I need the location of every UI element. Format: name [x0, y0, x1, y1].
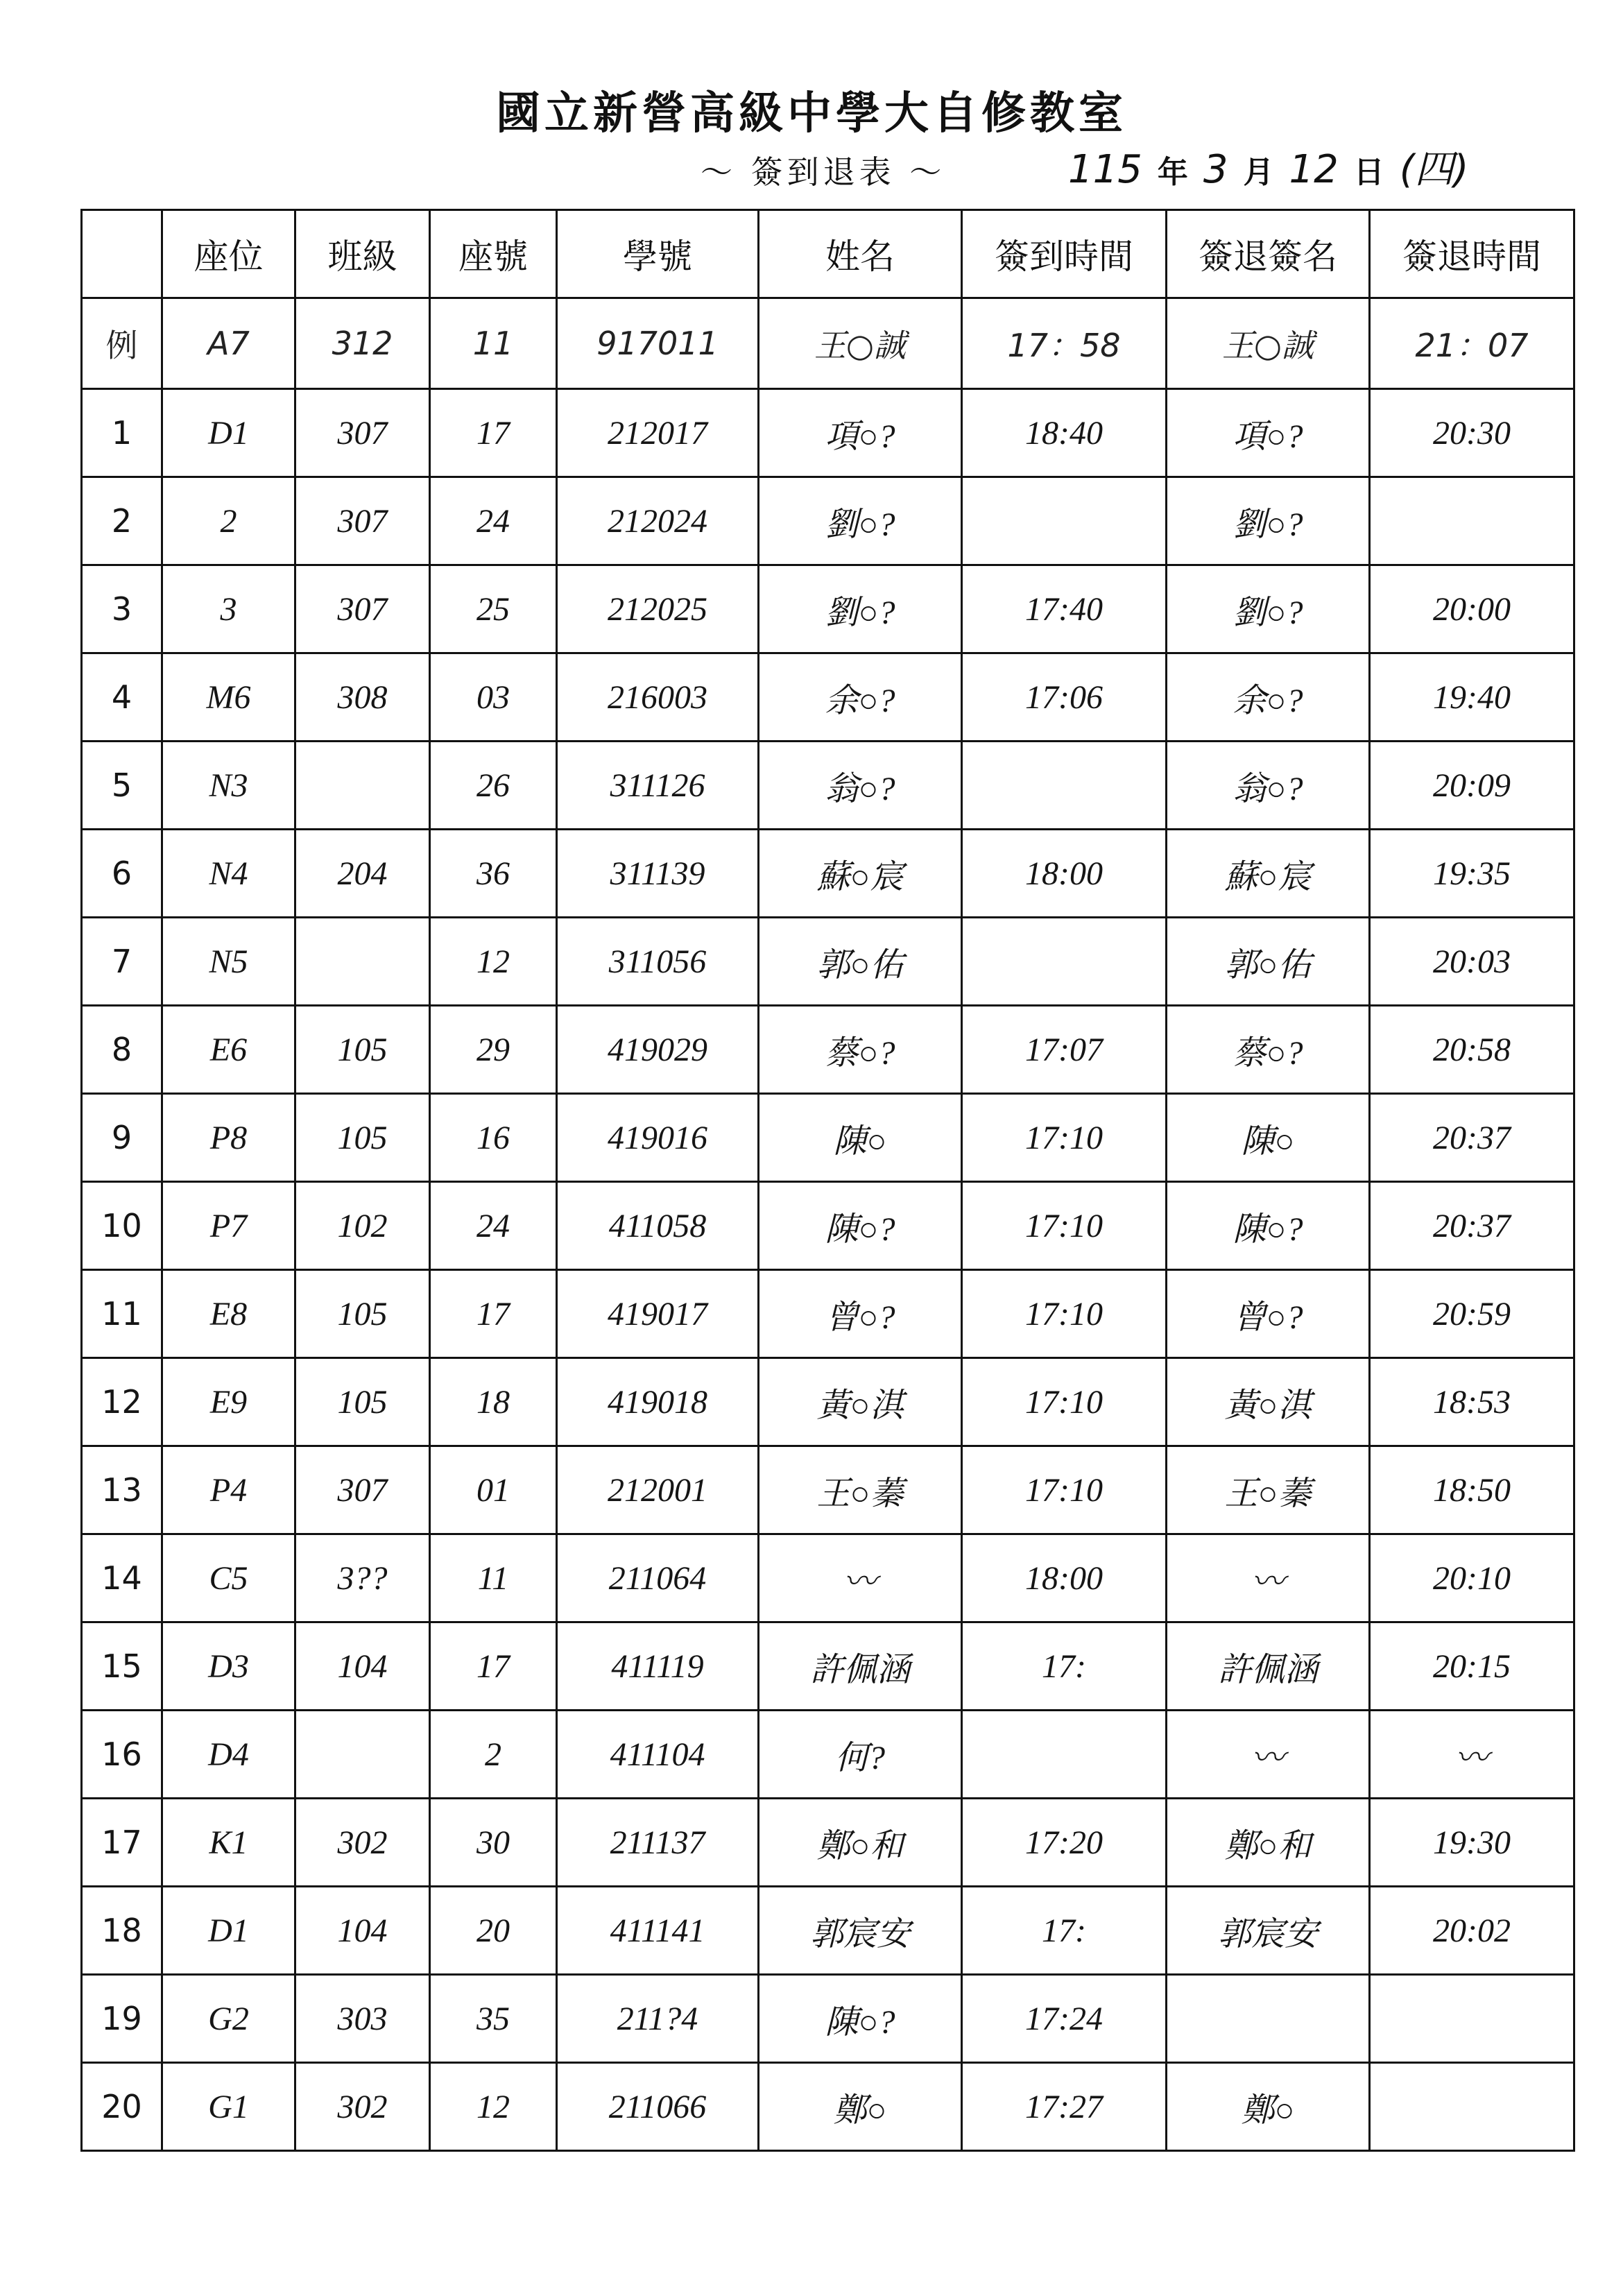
cell-row-number: 5 — [82, 742, 162, 830]
cell-student-id: 216003 — [557, 653, 759, 742]
cell-row-number: 8 — [82, 1006, 162, 1094]
cell-sign-out-time: 19:30 — [1370, 1799, 1574, 1887]
header-row-number — [82, 210, 162, 298]
cell-sign-in-time — [962, 742, 1167, 830]
cell-student-id: 211066 — [557, 2063, 759, 2151]
table-row — [82, 565, 1574, 653]
cell-class: 105 — [295, 1358, 430, 1446]
cell-class: 302 — [295, 2063, 430, 2151]
cell-student-id: 419016 — [557, 1094, 759, 1182]
cell-class: 307 — [295, 477, 430, 565]
header-sign-out-time: 簽退時間 — [1370, 210, 1574, 298]
cell-sign-out-time: 20:10 — [1370, 1534, 1574, 1622]
cell-sign-in-time: 17:10 — [962, 1094, 1167, 1182]
sign-in-table — [80, 209, 1575, 2152]
cell-seat: N4 — [162, 830, 295, 918]
cell-class: 303 — [295, 1975, 430, 2063]
cell-sign-out-time — [1370, 477, 1574, 565]
cell-student-id: 419029 — [557, 1006, 759, 1094]
cell-seat-number: 17 — [430, 1270, 557, 1358]
cell-sign-in-time: 18:00 — [962, 1534, 1167, 1622]
cell-student-id: 212024 — [557, 477, 759, 565]
cell-sign-out-time: 20:37 — [1370, 1182, 1574, 1270]
cell-sign-in-time: 17:10 — [962, 1446, 1167, 1534]
cell-sign-out-signature: 劉○? — [1167, 477, 1370, 565]
cell-student-id: 211?4 — [557, 1975, 759, 2063]
cell-seat-number: 17 — [430, 1622, 557, 1711]
example-student-id: 917011 — [557, 298, 759, 389]
cell-class: 307 — [295, 565, 430, 653]
cell-sign-in-time: 17:07 — [962, 1006, 1167, 1094]
cell-sign-out-time: 〰 — [1370, 1711, 1574, 1799]
cell-sign-out-signature: 劉○? — [1167, 565, 1370, 653]
cell-sign-out-signature: 〰 — [1167, 1711, 1370, 1799]
example-sign-in-time: 17：58 — [962, 298, 1167, 389]
cell-seat: D3 — [162, 1622, 295, 1711]
table-row — [82, 389, 1574, 477]
cell-sign-in-time: 17:10 — [962, 1358, 1167, 1446]
cell-sign-out-time: 18:50 — [1370, 1446, 1574, 1534]
cell-sign-out-signature: 蘇○宸 — [1167, 830, 1370, 918]
cell-sign-out-signature: 郭宸安 — [1167, 1887, 1370, 1975]
cell-sign-in-time: 17:24 — [962, 1975, 1167, 2063]
cell-sign-out-time — [1370, 2063, 1574, 2151]
cell-sign-in-time — [962, 918, 1167, 1006]
cell-row-number: 6 — [82, 830, 162, 918]
cell-seat-number: 01 — [430, 1446, 557, 1534]
cell-seat-number: 18 — [430, 1358, 557, 1446]
table-row — [82, 1358, 1574, 1446]
cell-class: 308 — [295, 653, 430, 742]
header-seat-number: 座號 — [430, 210, 557, 298]
header-class: 班級 — [295, 210, 430, 298]
cell-sign-out-time: 20:03 — [1370, 918, 1574, 1006]
cell-sign-out-signature: 許佩涵 — [1167, 1622, 1370, 1711]
example-row — [82, 298, 1574, 389]
cell-name: 〰 — [759, 1534, 962, 1622]
cell-class: 105 — [295, 1006, 430, 1094]
cell-sign-out-time: 20:15 — [1370, 1622, 1574, 1711]
header-name: 姓名 — [759, 210, 962, 298]
cell-student-id: 212025 — [557, 565, 759, 653]
header-student-id: 學號 — [557, 210, 759, 298]
cell-seat-number: 25 — [430, 565, 557, 653]
example-sign-out-time: 21：07 — [1370, 298, 1574, 389]
cell-seat: 2 — [162, 477, 295, 565]
cell-seat-number: 35 — [430, 1975, 557, 2063]
cell-row-number: 20 — [82, 2063, 162, 2151]
cell-name: 黃○淇 — [759, 1358, 962, 1446]
table-row — [82, 1975, 1574, 2063]
cell-sign-in-time — [962, 1711, 1167, 1799]
cell-sign-out-signature: 郭○佑 — [1167, 918, 1370, 1006]
cell-name: 陳○? — [759, 1975, 962, 2063]
cell-name: 劉○? — [759, 477, 962, 565]
cell-sign-out-signature: 蔡○? — [1167, 1006, 1370, 1094]
cell-student-id: 411141 — [557, 1887, 759, 1975]
cell-sign-in-time — [962, 477, 1167, 565]
table-row — [82, 830, 1574, 918]
cell-seat: C5 — [162, 1534, 295, 1622]
table-row — [82, 1534, 1574, 1622]
cell-seat: N3 — [162, 742, 295, 830]
table-row — [82, 1711, 1574, 1799]
header-sign-in-time: 簽到時間 — [962, 210, 1167, 298]
cell-row-number: 9 — [82, 1094, 162, 1182]
cell-name: 曾○? — [759, 1270, 962, 1358]
cell-class: 104 — [295, 1887, 430, 1975]
cell-student-id: 411058 — [557, 1182, 759, 1270]
cell-sign-out-time: 19:40 — [1370, 653, 1574, 742]
cell-row-number: 17 — [82, 1799, 162, 1887]
cell-name: 蔡○? — [759, 1006, 962, 1094]
table-row — [82, 1006, 1574, 1094]
cell-student-id: 211064 — [557, 1534, 759, 1622]
cell-row-number: 18 — [82, 1887, 162, 1975]
cell-sign-out-signature: 王○蓁 — [1167, 1446, 1370, 1534]
cell-seat: E6 — [162, 1006, 295, 1094]
date-day: 12 — [1289, 147, 1339, 192]
cell-row-number: 7 — [82, 918, 162, 1006]
cell-sign-in-time: 17:20 — [962, 1799, 1167, 1887]
cell-sign-out-signature: 項○? — [1167, 389, 1370, 477]
cell-name: 陳○ — [759, 1094, 962, 1182]
cell-sign-out-time: 19:35 — [1370, 830, 1574, 918]
table-row — [82, 1622, 1574, 1711]
header-row — [82, 210, 1574, 298]
cell-class: 105 — [295, 1094, 430, 1182]
cell-row-number: 4 — [82, 653, 162, 742]
form-title: 國立新營高級中學大自修教室 — [496, 87, 1127, 139]
example-name: 王○誠 — [759, 298, 962, 389]
table-row — [82, 1887, 1574, 1975]
cell-name: 蘇○宸 — [759, 830, 962, 918]
cell-sign-out-time: 20:00 — [1370, 565, 1574, 653]
cell-name: 郭宸安 — [759, 1887, 962, 1975]
cell-seat: P7 — [162, 1182, 295, 1270]
cell-sign-in-time: 18:40 — [962, 389, 1167, 477]
cell-seat-number: 29 — [430, 1006, 557, 1094]
cell-seat-number: 26 — [430, 742, 557, 830]
cell-class: 302 — [295, 1799, 430, 1887]
cell-sign-out-time: 20:58 — [1370, 1006, 1574, 1094]
cell-row-number: 12 — [82, 1358, 162, 1446]
cell-sign-out-time: 20:59 — [1370, 1270, 1574, 1358]
table-row — [82, 1446, 1574, 1534]
table-row — [82, 653, 1574, 742]
cell-name: 許佩涵 — [759, 1622, 962, 1711]
header-seat: 座位 — [162, 210, 295, 298]
cell-seat-number: 24 — [430, 477, 557, 565]
cell-row-number: 19 — [82, 1975, 162, 2063]
cell-name: 陳○? — [759, 1182, 962, 1270]
table-row — [82, 1270, 1574, 1358]
cell-sign-in-time: 17: — [962, 1887, 1167, 1975]
cell-student-id: 419017 — [557, 1270, 759, 1358]
cell-sign-in-time: 17:10 — [962, 1182, 1167, 1270]
cell-student-id: 411104 — [557, 1711, 759, 1799]
cell-sign-out-signature: 〰 — [1167, 1534, 1370, 1622]
cell-sign-out-signature: 陳○? — [1167, 1182, 1370, 1270]
cell-student-id: 311126 — [557, 742, 759, 830]
example-sign-out-signature: 王○誠 — [1167, 298, 1370, 389]
cell-seat: 3 — [162, 565, 295, 653]
cell-student-id: 211137 — [557, 1799, 759, 1887]
cell-sign-out-signature: 黃○淇 — [1167, 1358, 1370, 1446]
cell-seat-number: 16 — [430, 1094, 557, 1182]
date-month: 3 — [1203, 147, 1228, 192]
cell-student-id: 311056 — [557, 918, 759, 1006]
cell-sign-in-time: 17:10 — [962, 1270, 1167, 1358]
cell-sign-out-signature: 余○? — [1167, 653, 1370, 742]
date-weekday: (四) — [1399, 147, 1469, 192]
form-subtitle: ～ 簽到退表 ～ — [701, 153, 946, 191]
cell-name: 郭○佑 — [759, 918, 962, 1006]
cell-sign-out-signature: 曾○? — [1167, 1270, 1370, 1358]
cell-row-number: 15 — [82, 1622, 162, 1711]
cell-row-number: 1 — [82, 389, 162, 477]
cell-seat: P4 — [162, 1446, 295, 1534]
cell-class: 307 — [295, 389, 430, 477]
cell-class: 102 — [295, 1182, 430, 1270]
cell-class: 104 — [295, 1622, 430, 1711]
table-row — [82, 1182, 1574, 1270]
cell-row-number: 16 — [82, 1711, 162, 1799]
cell-seat-number: 11 — [430, 1534, 557, 1622]
cell-seat: M6 — [162, 653, 295, 742]
cell-name: 翁○? — [759, 742, 962, 830]
cell-seat-number: 12 — [430, 918, 557, 1006]
cell-sign-out-time: 20:30 — [1370, 389, 1574, 477]
cell-sign-in-time: 17:40 — [962, 565, 1167, 653]
form-date — [1068, 139, 1469, 194]
cell-sign-out-signature: 翁○? — [1167, 742, 1370, 830]
cell-name: 鄭○ — [759, 2063, 962, 2151]
table-row — [82, 2063, 1574, 2151]
cell-student-id: 212001 — [557, 1446, 759, 1534]
cell-class — [295, 1711, 430, 1799]
cell-seat-number: 24 — [430, 1182, 557, 1270]
cell-row-number: 14 — [82, 1534, 162, 1622]
cell-class: 3?? — [295, 1534, 430, 1622]
cell-seat: D1 — [162, 389, 295, 477]
cell-class — [295, 918, 430, 1006]
cell-seat: K1 — [162, 1799, 295, 1887]
table-row — [82, 742, 1574, 830]
cell-row-number: 2 — [82, 477, 162, 565]
example-seat-number: 11 — [430, 298, 557, 389]
cell-sign-out-time: 20:09 — [1370, 742, 1574, 830]
cell-sign-in-time: 18:00 — [962, 830, 1167, 918]
cell-seat: E8 — [162, 1270, 295, 1358]
cell-class — [295, 742, 430, 830]
cell-seat: E9 — [162, 1358, 295, 1446]
cell-sign-out-time: 20:02 — [1370, 1887, 1574, 1975]
cell-student-id: 212017 — [557, 389, 759, 477]
date-day-label: 日 — [1353, 155, 1384, 190]
table-row — [82, 477, 1574, 565]
example-class: 312 — [295, 298, 430, 389]
cell-name: 項○? — [759, 389, 962, 477]
table-row — [82, 1094, 1574, 1182]
cell-seat: G2 — [162, 1975, 295, 2063]
cell-sign-out-signature: 陳○ — [1167, 1094, 1370, 1182]
cell-seat-number: 2 — [430, 1711, 557, 1799]
date-year: 115 — [1068, 147, 1142, 192]
cell-sign-in-time: 17:27 — [962, 2063, 1167, 2151]
cell-row-number: 11 — [82, 1270, 162, 1358]
cell-class: 307 — [295, 1446, 430, 1534]
header-sign-out-signature: 簽退簽名 — [1167, 210, 1370, 298]
cell-seat: N5 — [162, 918, 295, 1006]
cell-student-id: 311139 — [557, 830, 759, 918]
table-row — [82, 918, 1574, 1006]
cell-seat-number: 03 — [430, 653, 557, 742]
cell-seat-number: 30 — [430, 1799, 557, 1887]
cell-seat-number: 17 — [430, 389, 557, 477]
cell-name: 王○蓁 — [759, 1446, 962, 1534]
date-year-label: 年 — [1157, 155, 1188, 190]
date-month-label: 月 — [1243, 155, 1274, 190]
cell-sign-in-time: 17: — [962, 1622, 1167, 1711]
cell-name: 鄭○和 — [759, 1799, 962, 1887]
cell-student-id: 419018 — [557, 1358, 759, 1446]
cell-seat: G1 — [162, 2063, 295, 2151]
cell-sign-out-time: 18:53 — [1370, 1358, 1574, 1446]
cell-class: 105 — [295, 1270, 430, 1358]
cell-seat-number: 12 — [430, 2063, 557, 2151]
cell-sign-out-signature: 鄭○ — [1167, 2063, 1370, 2151]
example-seat: A7 — [162, 298, 295, 389]
cell-row-number: 10 — [82, 1182, 162, 1270]
cell-row-number: 3 — [82, 565, 162, 653]
cell-sign-in-time: 17:06 — [962, 653, 1167, 742]
cell-row-number: 13 — [82, 1446, 162, 1534]
cell-class: 204 — [295, 830, 430, 918]
example-row-number: 例 — [82, 298, 162, 389]
cell-seat: D1 — [162, 1887, 295, 1975]
cell-name: 劉○? — [759, 565, 962, 653]
cell-sign-out-signature: 鄭○和 — [1167, 1799, 1370, 1887]
cell-sign-out-signature — [1167, 1975, 1370, 2063]
cell-seat: P8 — [162, 1094, 295, 1182]
cell-sign-out-time: 20:37 — [1370, 1094, 1574, 1182]
cell-name: 余○? — [759, 653, 962, 742]
cell-sign-out-time — [1370, 1975, 1574, 2063]
cell-seat: D4 — [162, 1711, 295, 1799]
cell-student-id: 411119 — [557, 1622, 759, 1711]
cell-seat-number: 36 — [430, 830, 557, 918]
table-row — [82, 1799, 1574, 1887]
cell-seat-number: 20 — [430, 1887, 557, 1975]
cell-name: 何? — [759, 1711, 962, 1799]
